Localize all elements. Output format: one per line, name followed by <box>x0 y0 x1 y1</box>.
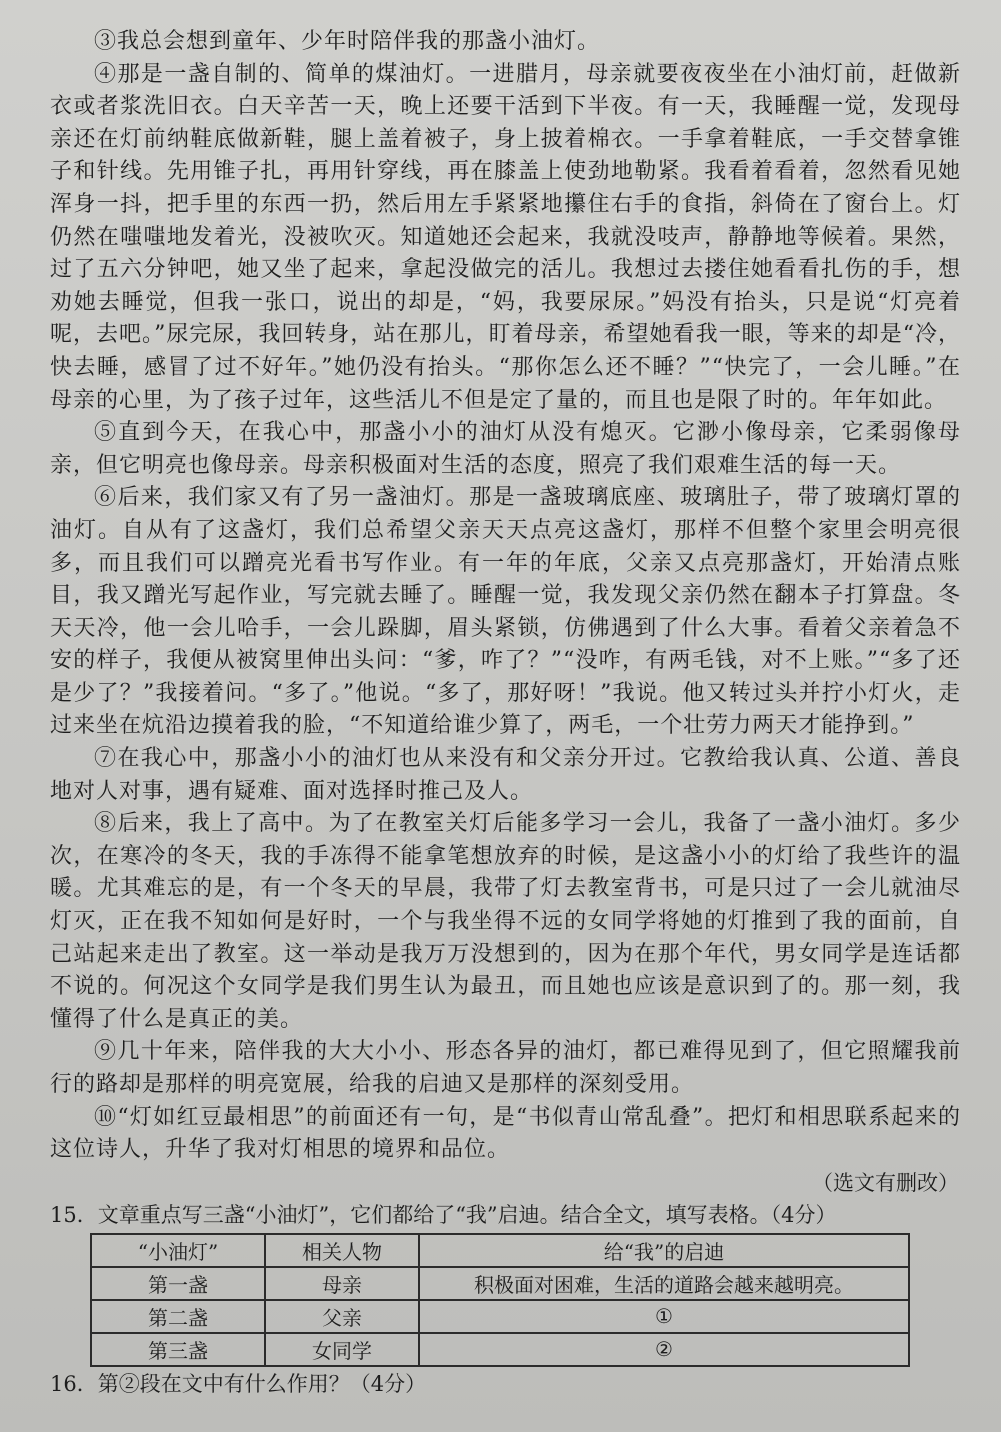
table-header-person: 相关人物 <box>265 1234 419 1267</box>
paragraph-3: ③我总会想到童年、少年时陪伴我的那盏小油灯。 <box>94 29 601 54</box>
table-cell-person: 母亲 <box>265 1267 419 1300</box>
source-note: （选文有删改） <box>812 1170 959 1195</box>
paragraph-7: ⑦在我心中，那盏小小的油灯也从来没有和父亲分开过。它教给我认真、公道、善良地对人对事，遇有疑难、面对选择时推己及人。 <box>50 746 961 804</box>
answer-table-wrap <box>90 1233 910 1367</box>
paragraph-6: ⑥后来，我们家又有了另一盏油灯。那是一盏玻璃底座、玻璃肚子，带了玻璃灯罩的油灯。自从有了这盏灯，我们总希望父亲天天点亮这盏灯，那样不但整个家里会明亮很多，而且我们可以蹭亮光看书写作业。有一年的年底，父亲又点亮那盏灯，开始清点账目，我又蹭光写起作业，写完就去睡了。睡醒一觉，我发现父亲仍然在翻本子打算盘。冬天天冷，他一会儿哈手，一会儿跺脚，眉头紧锁，仿佛遇到了什么大事。看着父亲着急不安的样子，我便从被窝里伸出头问：“爹，咋了？”“没咋，有两毛钱，对不上账。”“多了还是少了？”我接着问。“多了。”他说。“多了，那好呀！”我说。他又转过头并拧小灯火，走过来坐在炕沿边摸着我的脸，“不知道给谁少算了，两毛，一个壮劳力两天才能挣到。” <box>50 485 961 739</box>
question-15: 15．文章重点写三盏“小油灯”，它们都给了“我”启迪。结合全文，填写表格。（4分） <box>50 1202 837 1227</box>
paragraph-8: ⑧后来，我上了高中。为了在教室关灯后能多学习一会儿，我备了一盏小油灯。多少次，在寒冷的冬天，我的手冻得不能拿笔想放弃的时候，是这盏小小的灯给了我些许的温暖。尤其难忘的是，有一个冬天的早晨，我带了灯去教室背书，可是只过了一会儿就油尽灯灭，正在我不知如何是好时，一个与我坐得不远的女同学将她的灯推到了我的面前，自己站起来走出了教室。这一举动是我万万没想到的，因为在那个年代，男女同学是连话都不说的。何况这个女同学是我们男生认为最丑，而且她也应该是意识到了的。那一刻，我懂得了什么是真正的美。 <box>50 811 961 1032</box>
paragraph-9: ⑨几十年来，陪伴我的大大小小、形态各异的油灯，都已难得见到了，但它照耀我前行的路却是那样的明亮宽展，给我的启迪又是那样的深刻受用。 <box>50 1039 961 1097</box>
table-cell-answer-blank-1[interactable]: ① <box>419 1300 909 1333</box>
table-header-row <box>91 1234 909 1267</box>
table-cell-person: 父亲 <box>265 1300 419 1333</box>
table-cell-answer-blank-2[interactable]: ② <box>419 1333 909 1366</box>
table-row <box>91 1333 909 1366</box>
table-cell-inspiration: 积极面对困难，生活的道路会越来越明亮。 <box>419 1267 909 1300</box>
paragraph-4: ④那是一盏自制的、简单的煤油灯。一进腊月，母亲就要夜夜坐在小油灯前，赶做新衣或者浆洗旧衣。白天辛苦一天，晚上还要干活到下半夜。有一天，我睡醒一觉，发现母亲还在灯前纳鞋底做新鞋，腿上盖着被子，身上披着棉衣。一手拿着鞋底，一手交替拿锥子和针线。先用锥子扎，再用针穿线，再在膝盖上使劲地勒紧。我看着看着，忽然看见她浑身一抖，把手里的东西一扔，然后用左手紧紧地攥住右手的食指，斜倚在了窗台上。灯仍然在嗤嗤地发着光，没被吹灭。知道她还会起来，我就没吱声，静静地等候着。果然，过了五六分钟吧，她又坐了起来，拿起没做完的活儿。我想过去搂住她看看扎伤的手，想劝她去睡觉，但我一张口，说出的却是，“妈，我要尿尿。”妈没有抬头，只是说“灯亮着呢，去吧。”尿完尿，我回转身，站在那儿，盯着母亲，希望她看我一眼，等来的却是“冷，快去睡，感冒了过不好年。”她仍没有抬头。“那你怎么还不睡？”“快完了，一会儿睡。”在母亲的心里，为了孩子过年，这些活儿不但是定了量的，而且也是限了时的。年年如此。 <box>50 61 961 413</box>
table-cell-lamp: 第一盏 <box>91 1267 265 1300</box>
article-body <box>50 26 961 1167</box>
table-cell-lamp: 第三盏 <box>91 1333 265 1366</box>
question-16: 16．第②段在文中有什么作用？（4分） <box>50 1371 427 1396</box>
paragraph-5: ⑤直到今天，在我心中，那盏小小的油灯从没有熄灭。它渺小像母亲，它柔弱像母亲，但它明亮也像母亲。母亲积极面对生活的态度，照亮了我们艰难生活的每一天。 <box>50 420 961 478</box>
paragraph-10: ⑩“灯如红豆最相思”的前面还有一句，是“书似青山常乱叠”。把灯和相思联系起来的这位诗人，升华了我对灯相思的境界和品位。 <box>50 1104 961 1163</box>
answer-table <box>90 1233 910 1367</box>
table-header-lamp: “小油灯” <box>91 1234 265 1267</box>
table-row <box>91 1300 909 1333</box>
table-cell-person: 女同学 <box>265 1333 419 1366</box>
table-header-inspiration: 给“我”的启迪 <box>419 1234 909 1267</box>
table-row <box>91 1267 909 1300</box>
table-cell-lamp: 第二盏 <box>91 1300 265 1333</box>
